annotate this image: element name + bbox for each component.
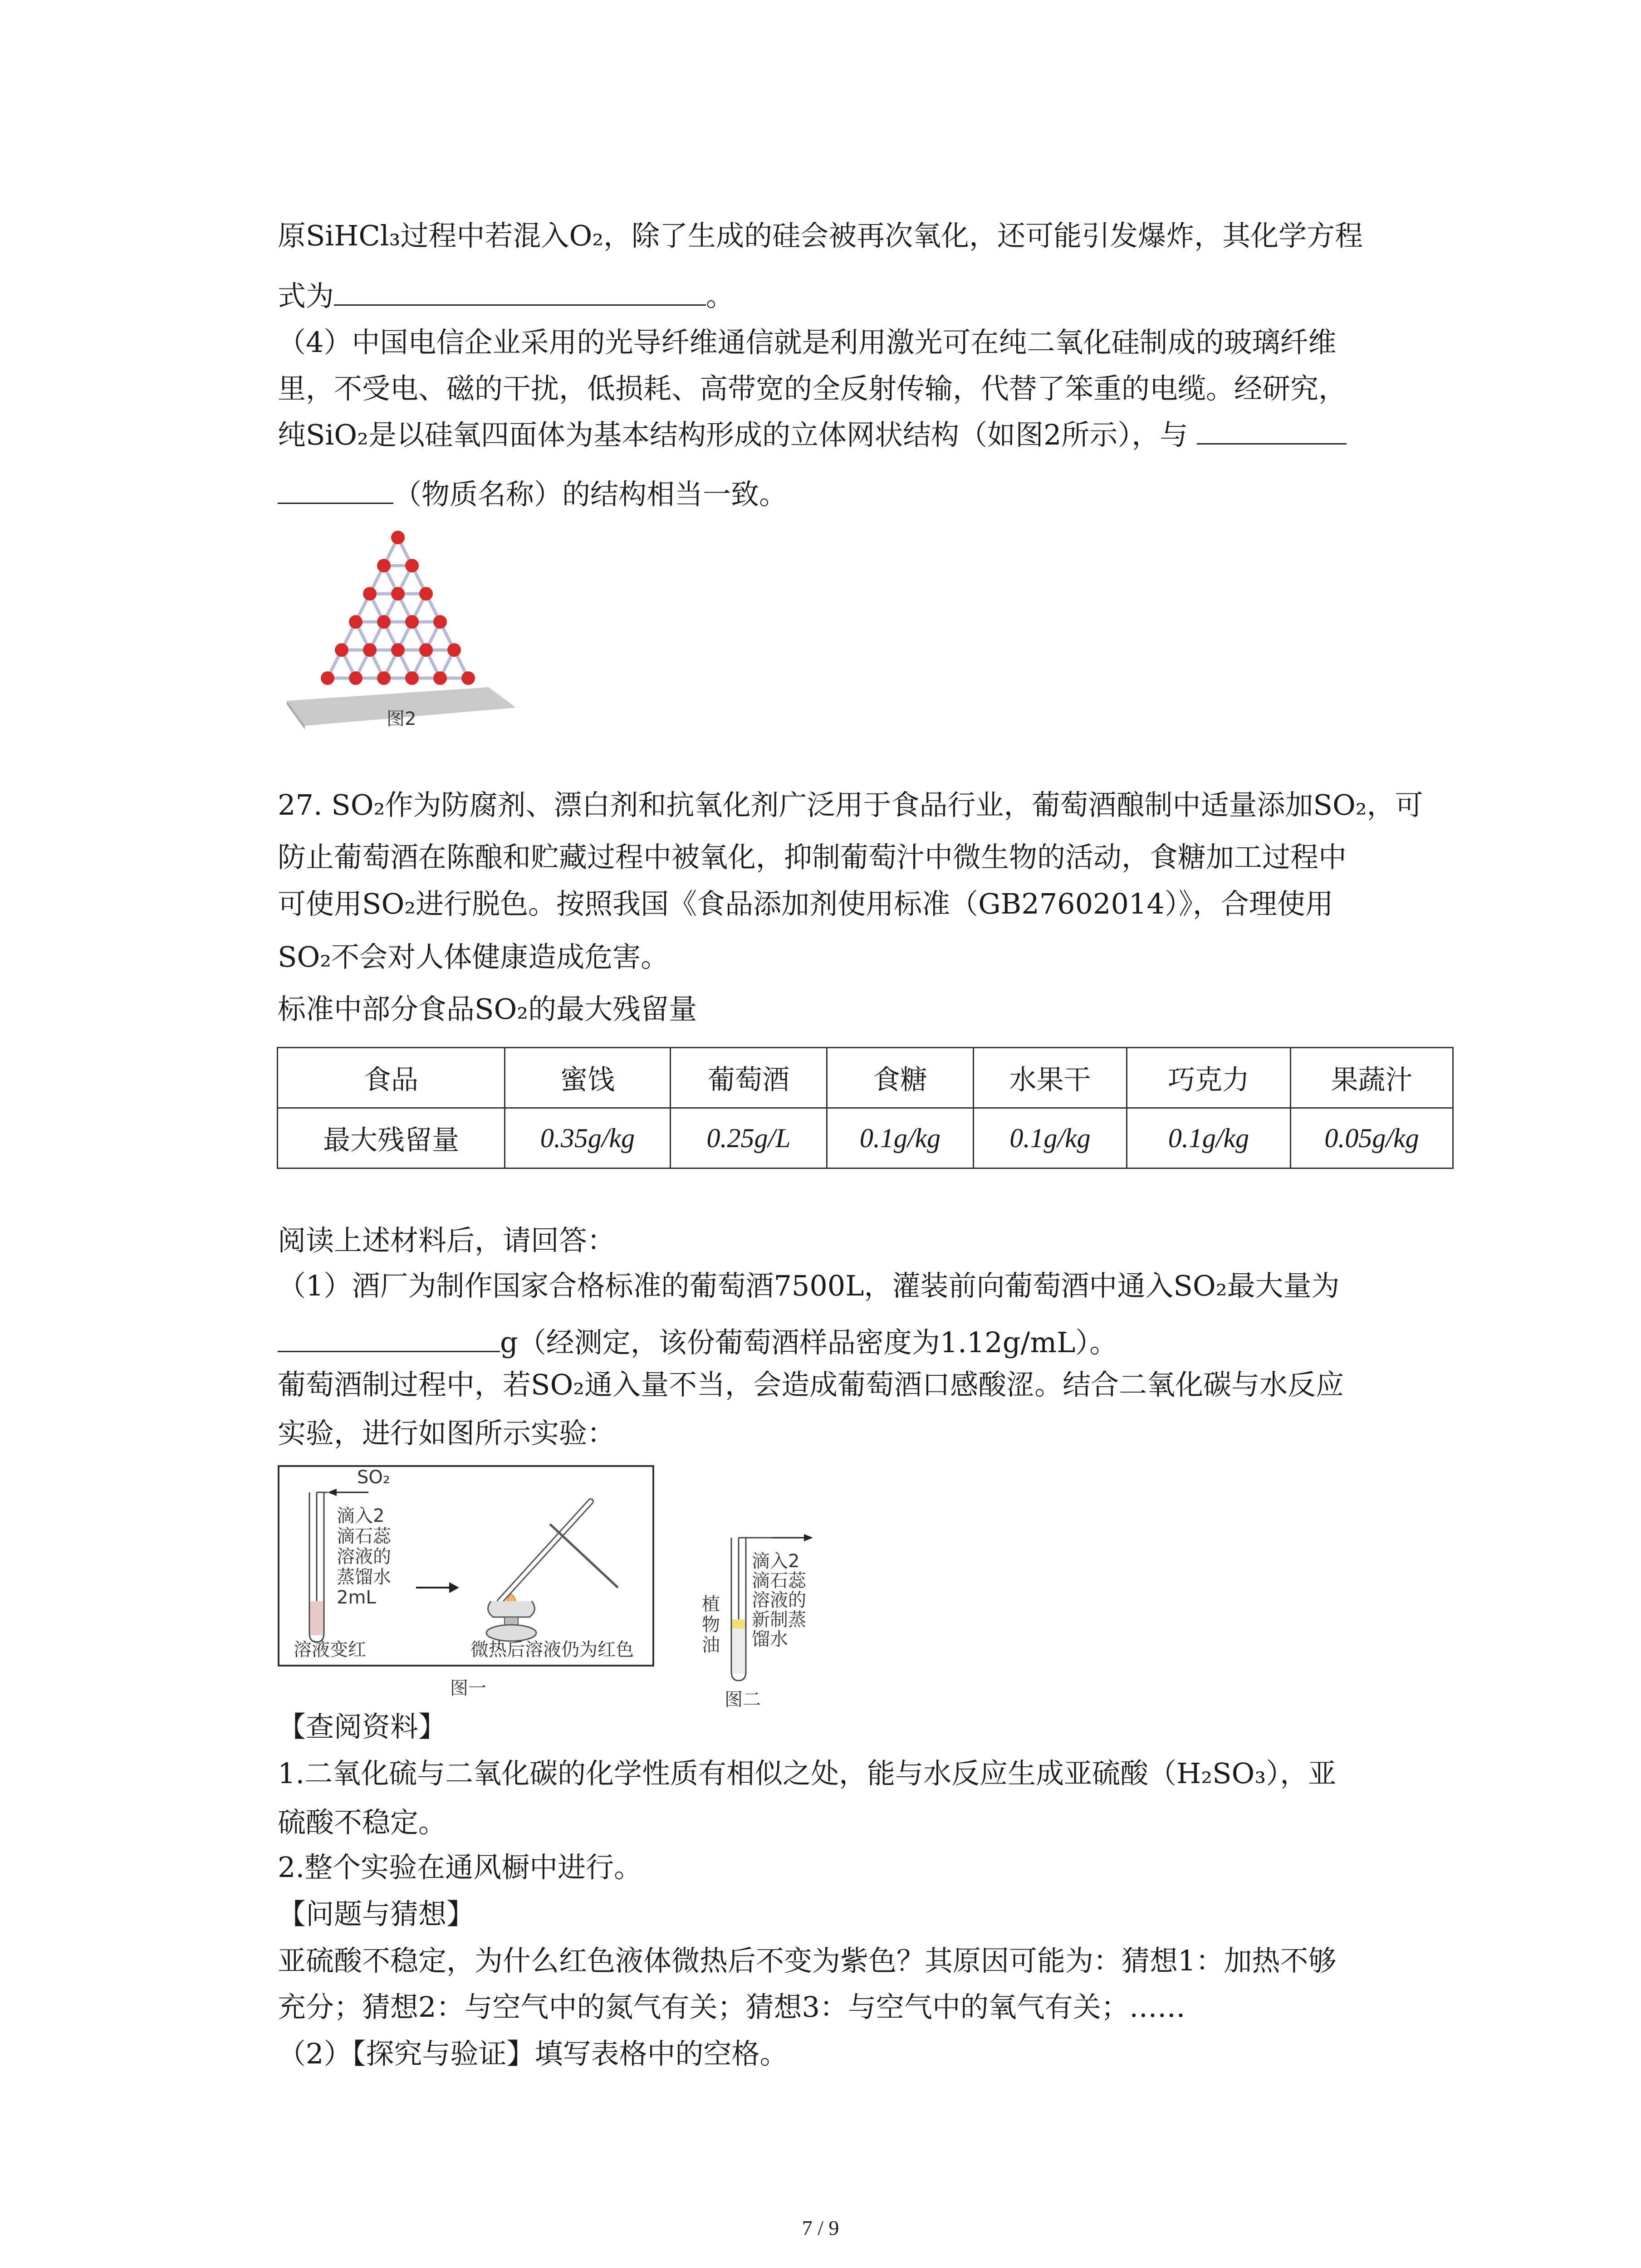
table-row-label: 最大残留量 — [278, 1108, 505, 1168]
oxygen-atom — [391, 587, 405, 601]
gas-label: SO₂ — [357, 1467, 390, 1488]
so2-residue-table — [277, 1047, 1454, 1169]
text-line-1: 原SiHCl₃过程中若混入O₂，除了生成的硅会被再次氧化，还可能引发爆炸，其化学方程 — [278, 219, 1363, 252]
oxygen-atom — [461, 671, 475, 685]
section-reference: 【查阅资料】 — [278, 1710, 447, 1743]
oxygen-atom — [405, 615, 419, 629]
text-line-2: 式为 。 — [278, 276, 734, 317]
oxygen-atom — [433, 671, 447, 685]
text-line-4: 里，不受电、磁的干扰，低损耗、高带宽的全反射传输，代替了笨重的电缆。经研究， — [278, 372, 1347, 405]
table-cell: 0.05g/kg — [1291, 1108, 1453, 1168]
svg-text:新制蒸: 新制蒸 — [752, 1609, 806, 1630]
figure-1-frame — [279, 1466, 653, 1666]
reference-line-2: 硫酸不稳定。 — [278, 1806, 447, 1839]
tube-1-label — [337, 1505, 392, 1608]
tube-1-result: 溶液变红 — [294, 1639, 366, 1660]
oxygen-atom — [391, 643, 405, 657]
oxygen-atom — [363, 587, 377, 601]
table-cell: 0.1g/kg — [827, 1108, 974, 1168]
table-header-cell: 巧克力 — [1127, 1048, 1291, 1108]
reference-line-3: 2.整个实验在通风橱中进行。 — [278, 1851, 642, 1884]
answer-blank-so2-mass[interactable] — [278, 1324, 500, 1352]
q27-sub1-line: （1）酒厂为制作国家合格标准的葡萄酒7500L，灌装前向葡萄酒中通入SO₂最大量为 — [278, 1269, 1340, 1302]
oil-layer — [732, 1619, 745, 1628]
table-caption: 标准中部分食品SO₂的最大残留量 — [278, 992, 697, 1026]
table-header-cell: 蜜饯 — [505, 1048, 671, 1108]
oxygen-atom — [405, 671, 419, 685]
figure-2-caption: 图2 — [387, 709, 416, 729]
text-line-5 — [278, 415, 1347, 455]
table-header-row — [278, 1048, 1453, 1108]
table-header-cell: 食糖 — [827, 1048, 974, 1108]
svg-text:滴入2: 滴入2 — [337, 1505, 385, 1526]
oxygen-atom — [377, 559, 391, 572]
q27-sub1-answer-text: g（经测定，该份葡萄酒样品密度为1.12g/mL）。 — [500, 1326, 1118, 1359]
oxygen-atom — [419, 643, 433, 657]
oil-label — [702, 1594, 720, 1656]
oxygen-atom — [433, 615, 447, 629]
q27-sub1-answer-line — [278, 1322, 1117, 1363]
text-line-3: （4）中国电信企业采用的光导纤维通信就是利用激光可在纯二氧化硅制成的玻璃纤维 — [278, 326, 1337, 359]
text-line-5-text: 纯SiO₂是以硅氧四面体为基本结构形成的立体网状结构（如图2所示），与 — [278, 418, 1188, 451]
table-header-cell: 果蔬汁 — [1291, 1048, 1453, 1108]
tube-1-liquid — [310, 1601, 323, 1635]
section-hypothesis: 【问题与猜想】 — [278, 1897, 475, 1931]
oxygen-atom — [405, 559, 419, 572]
svg-text:溶液的: 溶液的 — [752, 1590, 806, 1611]
hypothesis-line-1: 亚硫酸不稳定，为什么红色液体微热后不变为紫色？其原因可能为：猜想1：加热不够 — [278, 1944, 1337, 1977]
q27-read-line: 阅读上述材料后，请回答： — [278, 1224, 616, 1257]
q27-line-2: 防止葡萄酒在陈酿和贮藏过程中被氧化，抑制葡萄汁中微生物的活动，食糖加工过程中 — [278, 841, 1347, 874]
table-value-row — [278, 1108, 1453, 1168]
answer-blank-equation[interactable] — [334, 277, 706, 306]
answer-blank-substance-part2[interactable] — [278, 475, 393, 504]
q27-line-3: 可使用SO₂进行脱色。按照我国《食品添加剂使用标准（GB27602014）》，合理使用 — [278, 887, 1333, 920]
svg-text:馏水: 馏水 — [752, 1629, 788, 1650]
q27-sub2-line: （2）【探究与验证】填写表格中的空格。 — [278, 2037, 788, 2070]
heating-apparatus — [486, 1501, 618, 1641]
oxygen-atom — [419, 587, 433, 601]
figure-2-exp-caption: 图二 — [725, 1689, 761, 1710]
svg-text:植: 植 — [702, 1594, 720, 1615]
answer-blank-substance-part1[interactable] — [1197, 416, 1347, 445]
svg-text:滴石蕊: 滴石蕊 — [752, 1570, 806, 1591]
oxygen-atom — [321, 671, 334, 685]
oxygen-atom — [447, 643, 461, 657]
q27-line-1: 27. SO₂作为防腐剂、漂白剂和抗氧化剂广泛用于食品行业，葡萄酒酿制中适量添加SO₂，可 — [278, 788, 1423, 821]
svg-text:溶液的: 溶液的 — [337, 1546, 391, 1567]
svg-text:滴石蕊: 滴石蕊 — [337, 1526, 391, 1547]
text-line-6 — [278, 474, 787, 515]
figure-2-sio2-structure — [278, 526, 532, 735]
oxygen-atom — [391, 531, 405, 544]
svg-text:蒸馏水: 蒸馏水 — [337, 1567, 391, 1588]
tube-2-liquid — [732, 1628, 745, 1674]
q27-line-wine: 葡萄酒制过程中，若SO₂通入量不当，会造成葡萄酒口感酸涩。结合二氧化碳与水反应 — [278, 1368, 1344, 1401]
oxygen-atom — [377, 671, 391, 685]
table-header-cell: 水果干 — [974, 1048, 1127, 1108]
table-header-cell: 食品 — [278, 1048, 505, 1108]
svg-text:物: 物 — [702, 1614, 720, 1635]
svg-text:2mL: 2mL — [337, 1587, 376, 1608]
oxygen-atom — [363, 643, 377, 657]
table-cell: 0.1g/kg — [974, 1108, 1127, 1168]
svg-text:油: 油 — [702, 1635, 720, 1656]
table-cell: 0.35g/kg — [505, 1108, 671, 1168]
oxygen-atom — [335, 643, 348, 657]
text-line-6-text: （物质名称）的结构相当一致。 — [393, 478, 788, 511]
page-number: 7 / 9 — [802, 2216, 839, 2239]
figure-1-caption: 图一 — [450, 1678, 486, 1699]
q27-line-4: SO₂不会对人体健康造成危害。 — [278, 940, 669, 973]
tube-2-label — [752, 1551, 807, 1650]
figure-experiment — [278, 1465, 849, 1710]
hypothesis-line-2: 充分；猜想2：与空气中的氮气有关；猜想3：与空气中的氧气有关；…… — [278, 1990, 1185, 2024]
text-line-2-text: 式为 — [278, 279, 334, 313]
table-cell: 0.1g/kg — [1127, 1108, 1291, 1168]
structure-network — [321, 531, 475, 685]
q27-line-experiment: 实验，进行如图所示实验： — [278, 1417, 616, 1450]
svg-text:滴入2: 滴入2 — [752, 1551, 800, 1572]
heat-result: 微热后溶液仍为红色 — [470, 1639, 634, 1660]
oxygen-atom — [349, 671, 362, 685]
table-header-cell: 葡萄酒 — [671, 1048, 827, 1108]
oxygen-atom — [377, 615, 391, 629]
oxygen-atom — [349, 615, 362, 629]
reference-line-1: 1.二氧化硫与二氧化碳的化学性质有相似之处，能与水反应生成亚硫酸（H₂SO₃），亚 — [278, 1757, 1337, 1790]
table-cell: 0.25g/L — [671, 1108, 827, 1168]
